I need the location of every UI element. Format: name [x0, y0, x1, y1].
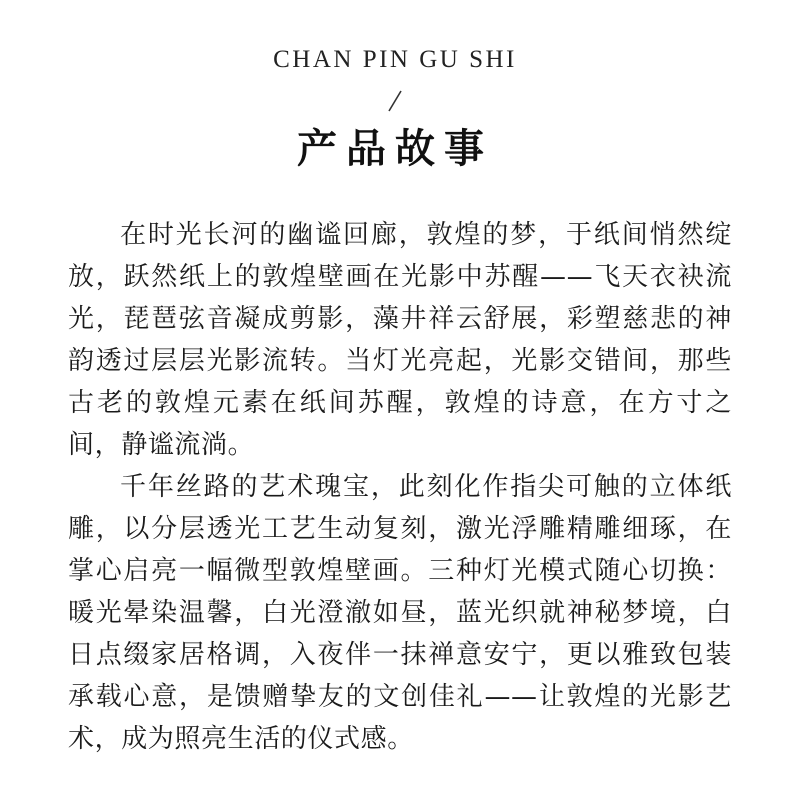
page-title: 产品故事	[297, 125, 493, 172]
story-paragraph: 在时光长河的幽谧回廊，敦煌的梦，于纸间悄然绽放，跃然纸上的敦煌壁画在光影中苏醒——飞天衣袂流光，琵琶弦音凝成剪影，藻井祥云舒展，彩塑慈悲的神韵透过层层光影流转。当灯光亮起，光影交错间，那些古老的敦煌元素在纸间苏醒，敦煌的诗意，在方寸之间，静谧流淌。	[68, 220, 732, 460]
story-text	[68, 214, 732, 760]
story-paragraph: 千年丝路的艺术瑰宝，此刻化作指尖可触的立体纸雕，以分层透光工艺生动复刻，激光浮雕精雕细琢，在掌心启亮一幅微型敦煌壁画。三种灯光模式随心切换：暖光晕染温馨，白光澄澈如昼，蓝光织就神秘梦境，白日点缀家居格调，入夜伴一抹禅意安宁，更以雅致包装承载心意，是馈赠挚友的文创佳礼——让敦煌的光影艺术，成为照亮生活的仪式感。	[68, 472, 732, 754]
slash-divider	[385, 90, 405, 112]
subtitle-pinyin: CHAN PIN GU SHI	[273, 46, 517, 73]
